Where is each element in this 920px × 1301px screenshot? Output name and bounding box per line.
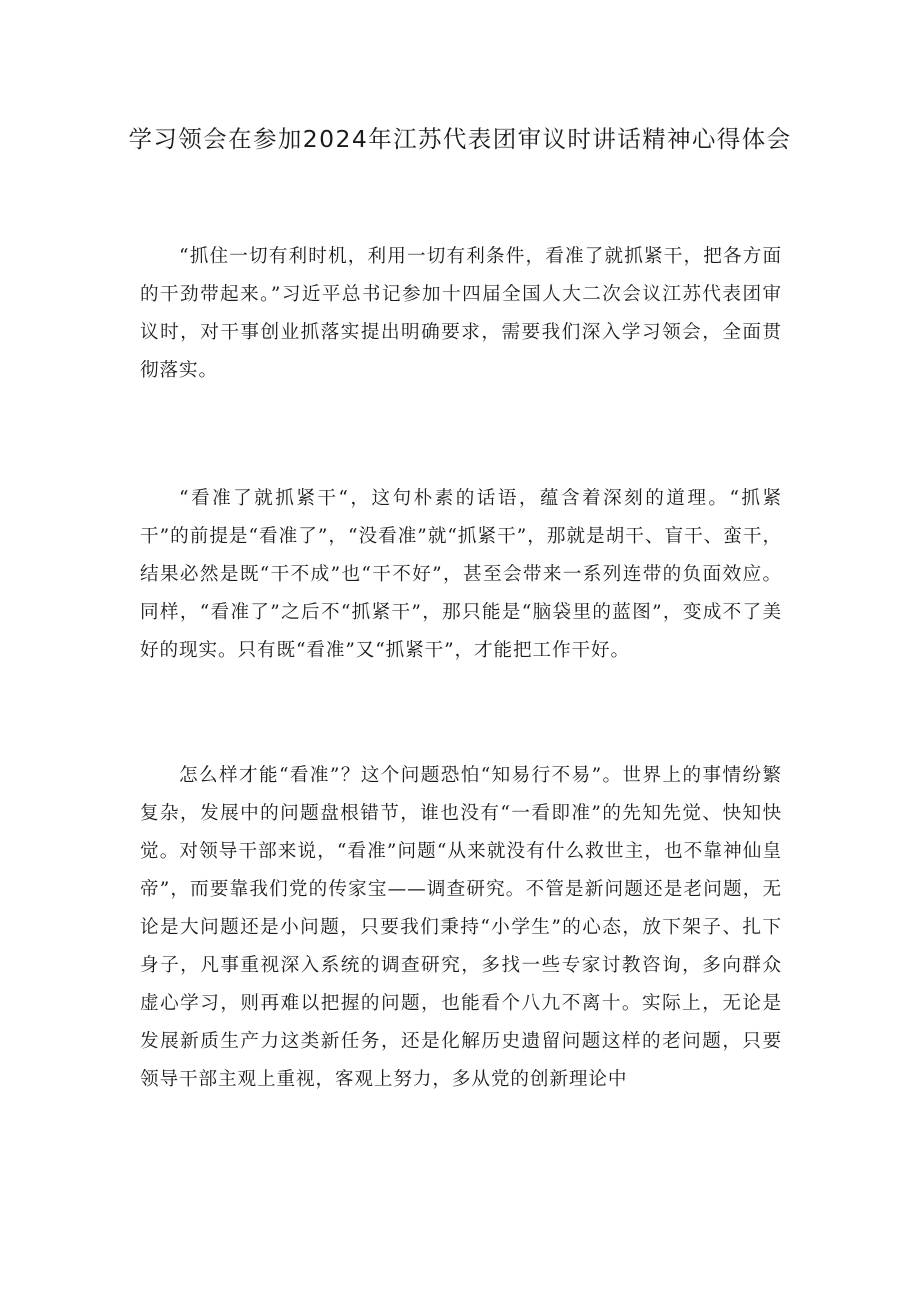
paragraph-2: “看准了就抓紧干“，这句朴素的话语，蕴含着深刻的道理。“抓紧干”的前提是“看准了”，“没看准”就“抓紧干”，那就是胡干、盲干、蛮干，结果必然是既“干不成”也“干不好”，甚至会带来一系列连带的负面效应。同样，“看准了”之后不“抓紧干”，那只能是“脑袋里的蓝图”，变成不了美好的现实。只有既“看准”又“抓紧干”，才能把工作干好。 xyxy=(140,488,782,661)
document-title: 学习领会在参加2024年江苏代表团审议时讲话精神心得体会 xyxy=(128,125,792,153)
paragraph-3: 怎么样才能“看准”？这个问题恐怕“知易行不易”。世界上的事情纷繁复杂，发展中的问题盘根错节，谁也没有“一看即准”的先知先觉、快知快觉。对领导干部来说，“看准”问题“从来就没有什么救世主，也不靠神仙皇帝”，而要靠我们党的传家宝——调查研究。不管是新问题还是老问题，无论是大问题还是小问题，只要我们秉持“小学生”的心态，放下架子、扎下身子，凡事重视深入系统的调查研究，多找一些专家讨教咨询，多向群众虚心学习，则再难以把握的问题，也能看个八九不离十。实际上，无论是发展新质生产力这类新任务，还是化解历史遗留问题这样的老问题，只要领导干部主观上重视，客观上努力，多从党的创新理论中 xyxy=(140,765,782,1090)
paragraph-1: “抓住一切有利时机，利用一切有利条件，看准了就抓紧干，把各方面的干劲带起来。”习近平总书记参加十四届全国人大二次会议江苏代表团审议时，对干事创业抓落实提出明确要求，需要我们深入学习领会，全面贯彻落实。 xyxy=(140,246,782,381)
